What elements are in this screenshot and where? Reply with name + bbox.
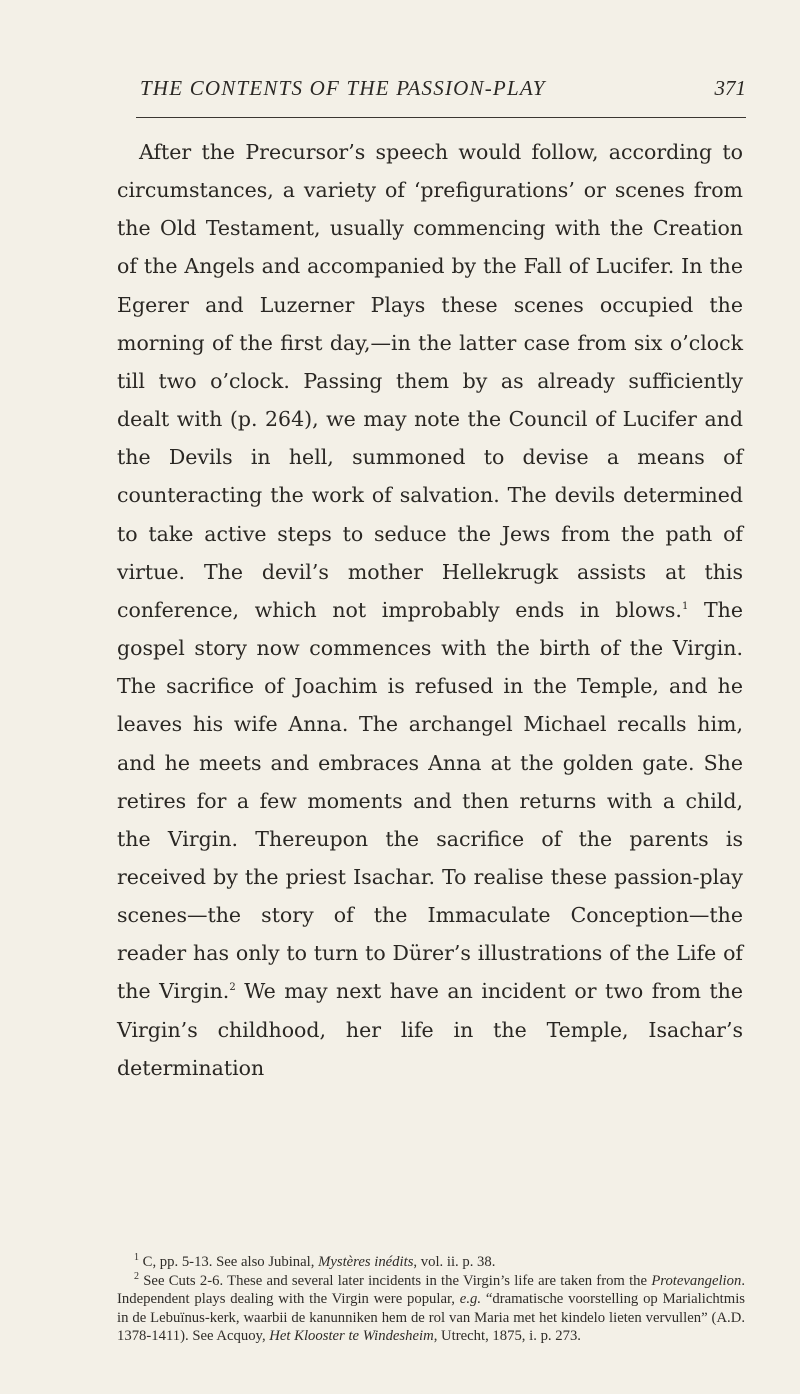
running-title: THE CONTENTS OF THE PASSION-PLAY xyxy=(140,76,546,100)
footnote-italic-title: Het Klooster te Windesheim xyxy=(269,1328,434,1345)
footnote-text: See Cuts 2-6. These and several later incidents in the Virgin’s life are taken from the xyxy=(139,1272,652,1289)
footnote-italic-abbrev: e.g. xyxy=(459,1291,482,1308)
body-text-part-3: We may next have an incident or two from the Virgin’s childhood, her life in the Temple, Isachar’s determination xyxy=(117,979,743,1080)
running-head xyxy=(96,0,746,104)
footnote-text: . Independent plays dealing with the Virgin were popular, xyxy=(117,1272,745,1308)
footnote-text: , vol. ii. p. 38. xyxy=(413,1254,496,1270)
footnote-italic-title: Protevangelion xyxy=(651,1272,742,1289)
header-rule xyxy=(136,117,746,118)
page-number: 371 xyxy=(714,76,746,100)
body-text-part-2: The gospel story now commences with the birth of the Virgin. The sacrifice of Joachim is refused in the Temple, and he leaves his wife Anna. The archangel Michael recalls him, and he meets and embraces Anna at the golden gate. She retires for a few moments and then returns with a child, the Virgin. Thereupon the sacrifice of the parents is received by the priest Isachar. To realise these passion-play scenes—the story of the Immaculate Conception—the reader has only to turn to Dürer’s illustrations of the Life of the Virgin. xyxy=(117,597,743,1004)
footnote-text: “dramatische voorstelling op Marialichtmis in de Lebuïnus-kerk, waarbii de kanunniken hem de rol van Maria met het kindelo lieten vervullen” (A.D. 1378-1411). See Acquoy, xyxy=(117,1291,745,1345)
footnotes xyxy=(117,1253,745,1346)
footnote-1 xyxy=(117,1253,745,1272)
footnote-text: , Utrecht, 1875, i. p. 273. xyxy=(433,1328,581,1345)
footnote-2 xyxy=(117,1272,745,1346)
footnote-ref-1: 1 xyxy=(681,601,689,613)
footnote-text: C, pp. 5-13. See also Jubinal, xyxy=(139,1254,319,1270)
footnote-ref-2: 2 xyxy=(229,982,236,994)
book-page xyxy=(96,0,746,1345)
footnote-mark: 2 xyxy=(134,1270,139,1282)
body-paragraph xyxy=(117,133,743,1087)
footnote-mark: 1 xyxy=(134,1252,139,1264)
body-text-part-1: After the Precursor’s speech would follow, according to circumstances, a variety of ‘prefigurations’ or scenes from the Old Testament, usually commencing with the Creation of the Angels and accompanied by the Fall of Lucifer. In the Egerer and Luzerner Plays these scenes occupied the morning of the first day,—in the latter case from six o’clock till two o’clock. Passing them by as already sufficiently dealt with (p. 264), we may note the Council of Lucifer and the Devils in hell, summoned to devise a means of counteracting the work of salvation. The devils determined to take active steps to seduce the Jews from the path of virtue. The devil’s mother Hellekrugk assists at this conference, which not improbably ends in blows. xyxy=(117,140,743,622)
footnote-italic-title: Mystères inédits xyxy=(318,1254,414,1270)
